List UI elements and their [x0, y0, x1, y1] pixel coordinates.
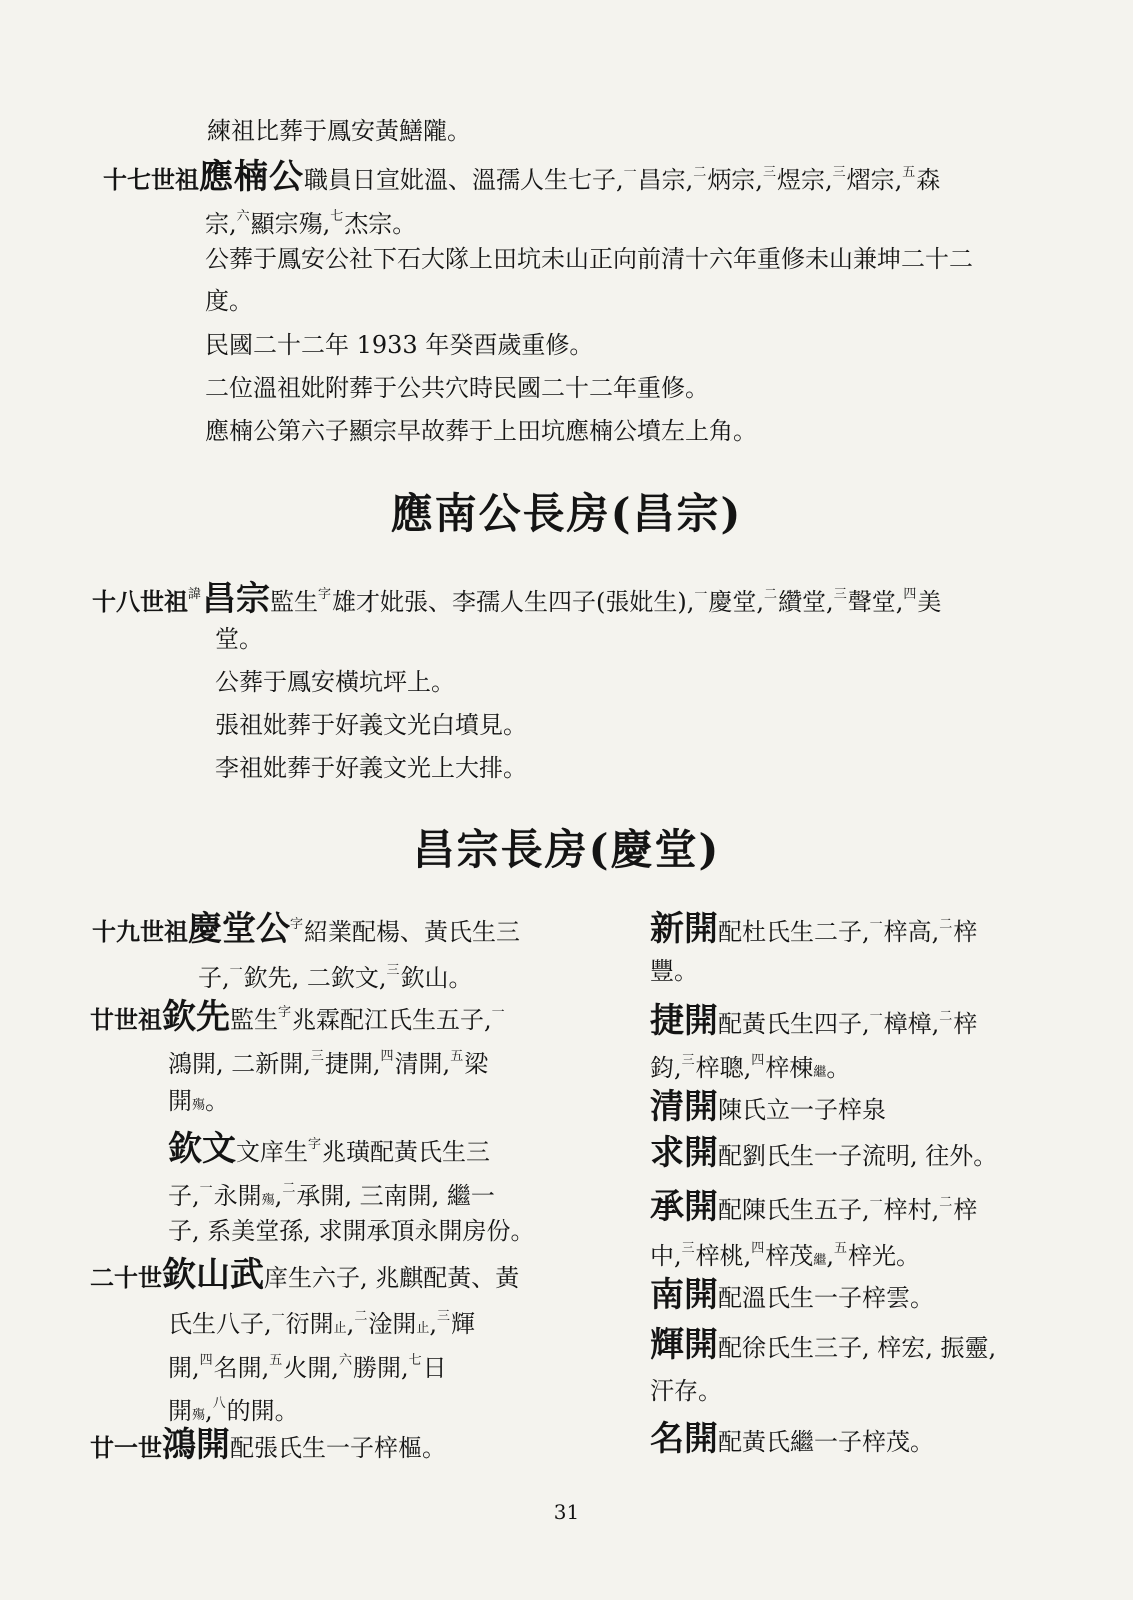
generation-label: 廿一世 [90, 1433, 162, 1462]
text-line: 汗存。 [650, 1377, 722, 1405]
text-line: 氏生八子,$^一$衍開止,$^二$淦開止,$^三$輝 [168, 1309, 475, 1338]
text-line: 豐。 [650, 957, 698, 985]
ancestor-name: 名開 [650, 1419, 718, 1459]
ancestor-name: 捷開 [650, 1001, 718, 1041]
text-line: 公葬于鳳安公社下石大隊上田坑未山正向前清十六年重修未山兼坤二十二 [205, 245, 973, 273]
text-line: 開殤,$^八$的開。 [168, 1396, 299, 1425]
entry-gen20c: 二十世欽山武庠生六子, 兆麒配黃、黃 [90, 1255, 520, 1295]
text-line: 應楠公第六子顯宗早故葬于上田坑應楠公墳左上角。 [205, 417, 757, 445]
entry-xinkai: 新開配杜氏生二子,$^一$梓高,$^二$梓 [650, 909, 978, 949]
generation-label: 十八世祖 [92, 587, 188, 616]
ancestor-name: 承開 [650, 1187, 718, 1227]
generation-label: 二十世 [90, 1263, 162, 1292]
text-line: 子,$^一$永開殤,$^二$承開, 三南開, 繼一 [168, 1181, 495, 1210]
text-line: 二位溫祖妣附葬于公共穴時民國二十二年重修。 [205, 374, 709, 402]
ancestor-name: 清開 [650, 1087, 718, 1127]
text-line: 中,$^三$梓桃,$^四$梓茂繼,$^五$梓光。 [650, 1241, 920, 1270]
ancestor-name: 欽文 [168, 1129, 236, 1169]
section-title: 應南公長房(昌宗) [390, 489, 743, 538]
text-line: 張祖妣葬于好義文光白墳見。 [215, 711, 527, 739]
entry-gen19: 十九世祖慶堂公$^字$紹業配楊、黃氏生三 [92, 909, 521, 949]
text-line: 堂。 [215, 625, 263, 653]
ancestor-name: 昌宗 [202, 579, 271, 619]
entry-jiekai: 捷開配黃氏生四子,$^一$樟樟,$^二$梓 [650, 1001, 978, 1041]
entry-gen17: 十七世祖應楠公職員日宣妣溫、溫孺人生七子,$^一$昌宗,$^二$炳宗,$^三$煜宗,$^三$熠宗,$^五$森 [103, 157, 941, 197]
ancestor-name: 輝開 [650, 1325, 718, 1365]
entry-gen20b: 欽文文庠生$^字$兆璜配黃氏生三 [168, 1129, 491, 1169]
ancestor-name: 欽先 [162, 997, 230, 1037]
entry-gen20: 廿世祖欽先監生$^字$兆霖配江氏生五子,$^一$ [90, 997, 505, 1037]
section-title: 昌宗長房(慶堂) [412, 825, 721, 874]
entry-qiukai: 求開配劉氏生一子流明, 往外。 [650, 1133, 998, 1173]
text-line: 民國二十二年 1933 年癸酉歲重修。 [205, 331, 594, 359]
entry-huikai: 輝開配徐氏生三子, 梓宏, 振靈, [650, 1325, 997, 1365]
entry-qingkai: 清開陳氏立一子梓泉 [650, 1087, 886, 1127]
entry-gen21: 廿一世鴻開配張氏生一子梓樞。 [90, 1425, 446, 1465]
ancestor-name: 新開 [650, 909, 718, 949]
page-number: 31 [553, 1500, 580, 1524]
text-line: 度。 [205, 287, 253, 315]
entry-nankai: 南開配溫氏生一子梓雲。 [650, 1275, 934, 1315]
text-line: 鴻開, 二新開,$^三$捷開,$^四$清開,$^五$梁 [168, 1049, 489, 1078]
generation-label: 廿世祖 [90, 1005, 162, 1034]
entry-chengkai: 承開配陳氏生五子,$^一$梓村,$^二$梓 [650, 1187, 978, 1227]
ancestor-name: 南開 [650, 1275, 718, 1315]
text-line: 宗,$^六$顯宗殤,$^七$杰宗。 [205, 209, 417, 238]
text-line: 李祖妣葬于好義文光上大排。 [215, 754, 527, 782]
ancestor-name: 鴻開 [162, 1425, 230, 1465]
entry-gen18: 十八世祖$^諱$昌宗監生$^字$雄才妣張、李孺人生四子(張妣生),$^一$慶堂,$^二$纘堂,$^三$聲堂,$^四$美 [92, 579, 942, 619]
text-line: 子,$^一$欽先, 二欽文,$^三$欽山。 [198, 963, 473, 992]
ancestor-name: 慶堂公 [188, 909, 290, 949]
text-line: 開殤。 [168, 1087, 230, 1115]
entry-mingkai: 名開配黃氏繼一子梓茂。 [650, 1419, 934, 1459]
text-line: 公葬于鳳安橫坑坪上。 [215, 668, 455, 696]
ancestor-name: 欽山武 [162, 1255, 264, 1295]
text-line: 開,$^四$名開,$^五$火開,$^六$勝開,$^七$日 [168, 1353, 447, 1382]
text-line: 子, 系美堂孫, 求開承頂永開房份。 [168, 1217, 535, 1245]
generation-label: 十七世祖 [103, 165, 199, 194]
generation-label: 十九世祖 [92, 917, 188, 946]
ancestor-name: 求開 [650, 1133, 718, 1173]
ancestor-name: 應楠公 [199, 157, 304, 197]
text-line: 練祖比葬于鳳安黃鱔隴。 [207, 117, 471, 145]
text-line: 鈞,$^三$梓聰,$^四$梓棟繼。 [650, 1053, 851, 1082]
